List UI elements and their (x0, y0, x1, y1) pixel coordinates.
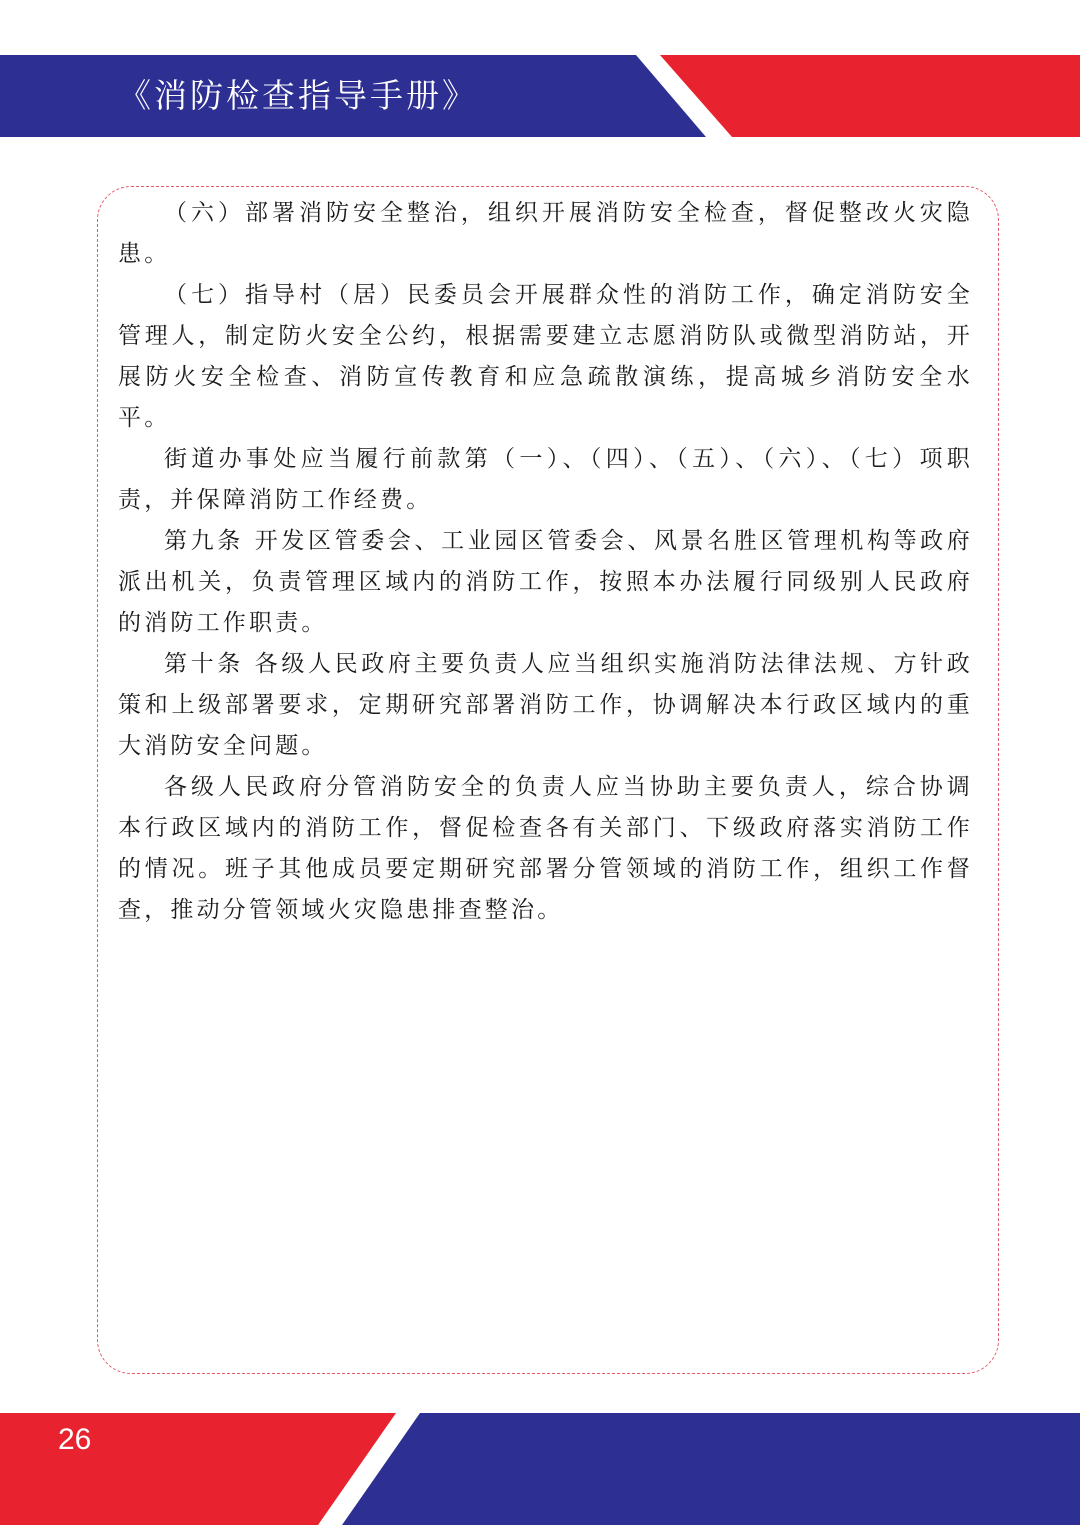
page-number: 26 (58, 1423, 92, 1456)
footer-banner-graphic (0, 1413, 1080, 1525)
page-header-banner (0, 55, 1080, 137)
book-title: 《消防检查指导手册》 (118, 76, 478, 115)
paragraph: 第十条 各级人民政府主要负责人应当组织实施消防法律法规、方针政策和上级部署要求，定期研究部署消防工作，协调解决本行政区域内的重大消防安全问题。 (118, 651, 973, 759)
paragraph: 街道办事处应当履行前款第（一）、（四）、（五）、（六）、（七）项职责，并保障消防工作经费。 (118, 446, 973, 513)
document-body (118, 193, 973, 931)
page-footer-banner (0, 1413, 1080, 1525)
paragraph: 第九条 开发区管委会、工业园区管委会、风景名胜区管理机构等政府派出机关，负责管理区域内的消防工作，按照本办法履行同级别人民政府的消防工作职责。 (118, 528, 973, 636)
header-red-band (660, 55, 1080, 137)
paragraph: （七）指导村（居）民委员会开展群众性的消防工作，确定消防安全管理人，制定防火安全公约，根据需要建立志愿消防队或微型消防站，开展防火安全检查、消防宣传教育和应急疏散演练，提高城乡消防安全水平。 (118, 282, 973, 431)
footer-blue-band (342, 1413, 1080, 1525)
paragraph: （六）部署消防安全整治，组织开展消防安全检查，督促整改火灾隐患。 (118, 200, 973, 267)
paragraph: 各级人民政府分管消防安全的负责人应当协助主要负责人，综合协调本行政区域内的消防工作，督促检查各有关部门、下级政府落实消防工作的情况。班子其他成员要定期研究部署分管领域的消防工作，组织工作督查，推动分管领域火灾隐患排查整治。 (118, 774, 973, 923)
